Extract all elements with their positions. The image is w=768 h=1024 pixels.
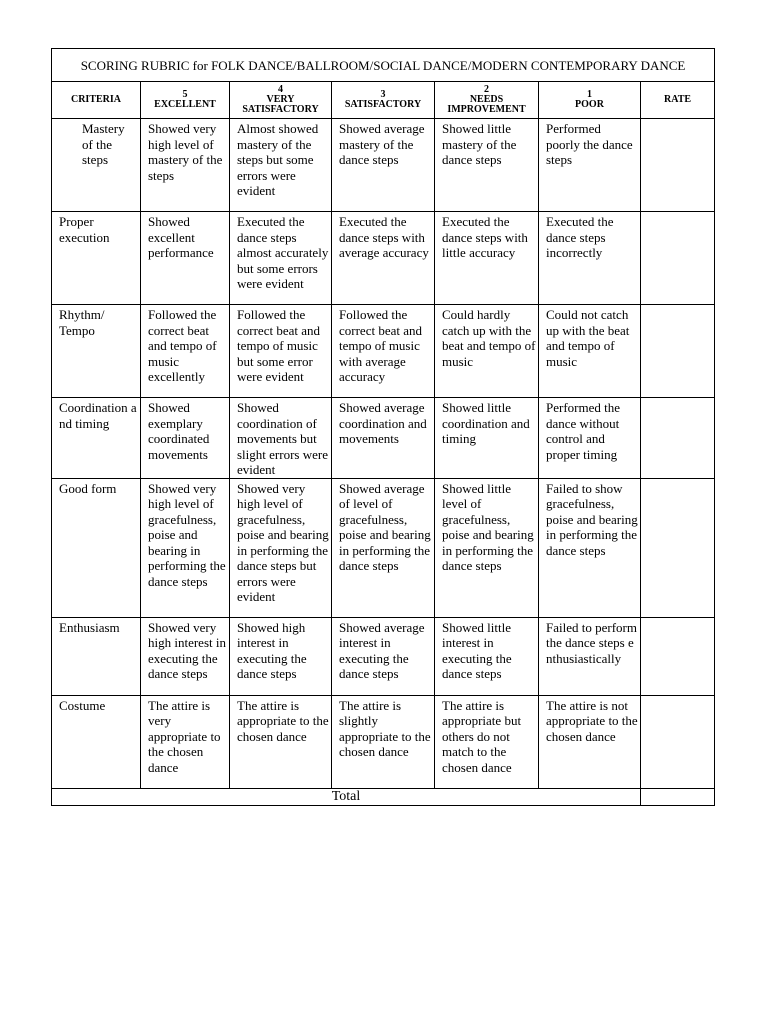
score-4-cell: Almost showed mastery of the steps but some errors were evident [230, 119, 332, 212]
score-1-cell: The attire is not appropriate to the chosen dance [539, 695, 641, 788]
score-4-cell: Followed the correct beat and tempo of music but some error were evident [230, 305, 332, 398]
header-rate-label: RATE [664, 94, 692, 105]
score-5-cell: Showed exemplary coordinated movements [141, 398, 230, 479]
criteria-cell: Enthusiasm [52, 617, 141, 695]
rate-cell[interactable] [641, 119, 715, 212]
header-very-satisfactory [230, 82, 332, 119]
score-5-cell: The attire is very appropriate to the chosen dance [141, 695, 230, 788]
header-needs-improvement-number: 2 [484, 84, 489, 95]
criteria-cell: Proper execution [52, 212, 141, 305]
score-4-cell: Showed high interest in executing the dance steps [230, 617, 332, 695]
table-row [52, 617, 715, 695]
scoring-rubric-table [51, 48, 715, 806]
total-row [52, 788, 715, 805]
criteria-cell: Costume [52, 695, 141, 788]
rate-cell[interactable] [641, 212, 715, 305]
score-3-cell: Executed the dance steps with average accuracy [332, 212, 435, 305]
score-4-cell: Executed the dance steps almost accurately but some errors were evident [230, 212, 332, 305]
table-row [52, 212, 715, 305]
criteria-cell: Mastery of the steps [52, 119, 141, 212]
title-row [52, 49, 715, 82]
score-4-cell: Showed coordination of movements but slight errors were evident [230, 398, 332, 479]
score-2-cell: Showed little interest in executing the dance steps [435, 617, 539, 695]
header-very-satisfactory-number: 4 [278, 84, 283, 95]
header-poor [539, 82, 641, 119]
table-row [52, 398, 715, 479]
header-satisfactory [332, 82, 435, 119]
score-2-cell: Showed little level of gracefulness, poise and bearing in performing the dance steps [435, 478, 539, 617]
score-3-cell: Showed average of level of gracefulness, poise and bearing in performing the dance steps [332, 478, 435, 617]
rate-cell[interactable] [641, 478, 715, 617]
score-5-cell: Followed the correct beat and tempo of music excellently [141, 305, 230, 398]
header-satisfactory-number: 3 [380, 89, 386, 100]
header-excellent-label: EXCELLENT [154, 99, 216, 110]
header-criteria [52, 82, 141, 119]
header-needs-improvement-label: NEEDS IMPROVEMENT [447, 94, 526, 115]
table-row [52, 478, 715, 617]
score-5-cell: Showed very high level of mastery of the steps [141, 119, 230, 212]
rate-cell[interactable] [641, 695, 715, 788]
score-1-cell: Performed the dance without control and proper timing [539, 398, 641, 479]
criteria-cell: Good form [52, 478, 141, 617]
score-5-cell: Showed very high level of gracefulness, poise and bearing in performing the dance steps [141, 478, 230, 617]
score-1-cell: Could not catch up with the beat and tempo of music [539, 305, 641, 398]
header-very-satisfactory-label: VERY SATISFACTORY [242, 94, 319, 115]
rubric-title: SCORING RUBRIC for FOLK DANCE/BALLROOM/SOCIAL DANCE/MODERN CONTEMPORARY DANCE [52, 49, 715, 82]
total-rate-cell[interactable] [641, 788, 715, 805]
header-excellent-number: 5 [182, 89, 188, 100]
header-needs-improvement [435, 82, 539, 119]
score-2-cell: Could hardly catch up with the beat and tempo of music [435, 305, 539, 398]
score-4-cell: Showed very high level of gracefulness, poise and bearing in performing the dance steps but errors were evident [230, 478, 332, 617]
score-3-cell: Followed the correct beat and tempo of music with average accuracy [332, 305, 435, 398]
score-1-cell: Failed to perform the dance steps enthusiastically [539, 617, 641, 695]
rate-cell[interactable] [641, 398, 715, 479]
header-rate [641, 82, 715, 119]
header-poor-number: 1 [587, 89, 592, 100]
score-3-cell: Showed average coordination and movements [332, 398, 435, 479]
table-row [52, 695, 715, 788]
score-4-cell: The attire is appropriate to the chosen dance [230, 695, 332, 788]
criteria-cell: Rhythm/ Tempo [52, 305, 141, 398]
score-2-cell: Showed little coordination and timing [435, 398, 539, 479]
score-5-cell: Showed excellent performance [141, 212, 230, 305]
header-poor-label: POOR [575, 99, 604, 110]
score-3-cell: Showed average interest in executing the dance steps [332, 617, 435, 695]
score-1-cell: Executed the dance steps incorrectly [539, 212, 641, 305]
header-satisfactory-label: SATISFACTORY [344, 99, 422, 110]
total-label: Total [52, 788, 641, 805]
header-excellent [141, 82, 230, 119]
header-criteria-label: CRITERIA [70, 94, 121, 105]
score-5-cell: Showed very high interest in executing the dance steps [141, 617, 230, 695]
score-2-cell: Executed the dance steps with little accuracy [435, 212, 539, 305]
score-3-cell: Showed average mastery of the dance steps [332, 119, 435, 212]
rate-cell[interactable] [641, 617, 715, 695]
score-1-cell: Failed to show gracefulness, poise and bearing in performing the dance steps [539, 478, 641, 617]
table-row [52, 119, 715, 212]
score-2-cell: The attire is appropriate but others do not match to the chosen dance [435, 695, 539, 788]
table-row [52, 305, 715, 398]
rate-cell[interactable] [641, 305, 715, 398]
score-2-cell: Showed little mastery of the dance steps [435, 119, 539, 212]
score-1-cell: Performed poorly the dance steps [539, 119, 641, 212]
header-row [52, 82, 715, 119]
criteria-cell: Coordination and timing [52, 398, 141, 479]
score-3-cell: The attire is slightly appropriate to the chosen dance [332, 695, 435, 788]
